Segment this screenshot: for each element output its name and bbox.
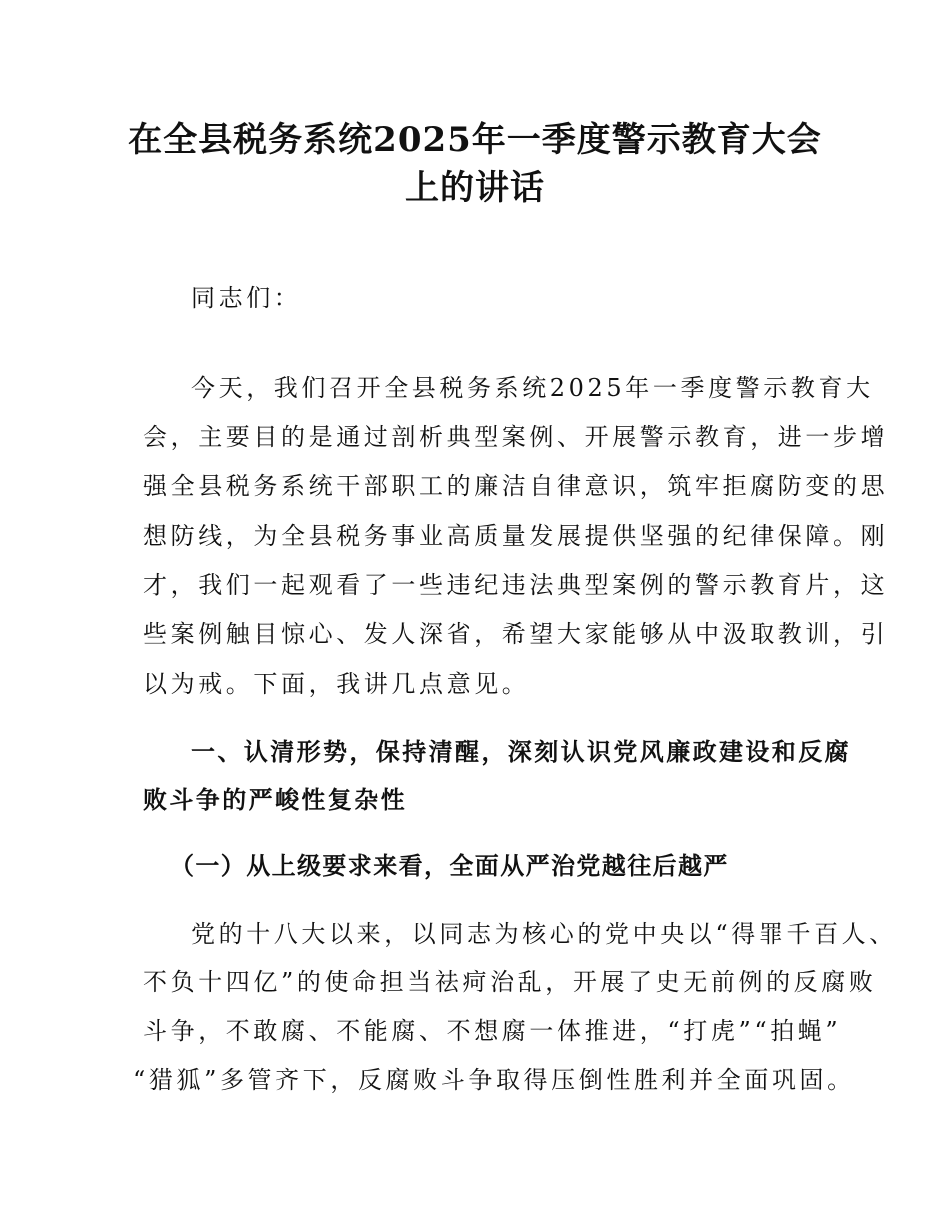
paragraph-line: “猎狐”多管齐下，反腐败斗争取得压倒性胜利并全面巩固。 xyxy=(133,1066,855,1094)
paragraph-line: 强全县税务系统干部职工的廉洁自律意识，筑牢拒腐防变的思 xyxy=(143,472,889,500)
document-title-line-2: 上的讲话 xyxy=(405,168,545,208)
paragraph-line: 想防线，为全县税务事业高质量发展提供坚强的纪律保障。刚 xyxy=(143,522,889,550)
paragraph-line: 以为戒。下面，我讲几点意见。 xyxy=(143,670,530,698)
subsection-heading: （一）从上级要求来看，全面从严治党越往后越严 xyxy=(170,852,729,880)
paragraph-line: 斗争，不敢腐、不能腐、不想腐一体推进，“打虎”“拍蝇” xyxy=(143,1017,842,1045)
paragraph-line: 些案例触目惊心、发人深省，希望大家能够从中汲取教训，引 xyxy=(143,620,889,648)
document-title-line-1: 在全县税务系统2025年一季度警示教育大会 xyxy=(128,120,822,160)
heading-line: 一、认清形势，保持清醒，深刻认识党风廉政建设和反腐 xyxy=(191,738,851,766)
paragraph-line: 不负十四亿”的使命担当祛疴治乱，开展了史无前例的反腐败 xyxy=(143,968,877,996)
heading-line: 败斗争的严峻性复杂性 xyxy=(143,786,407,814)
paragraph-line: 才，我们一起观看了一些违纪违法典型案例的警示教育片，这 xyxy=(143,571,889,599)
paragraph-line: 今天，我们召开全县税务系统2025年一季度警示教育大 xyxy=(191,374,874,402)
paragraph-line: 会，主要目的是通过剖析典型案例、开展警示教育，进一步增 xyxy=(143,423,889,451)
salutation: 同志们： xyxy=(191,284,302,312)
paragraph-line: 党的十八大以来，以同志为核心的党中央以“得罪千百人、 xyxy=(191,920,897,948)
